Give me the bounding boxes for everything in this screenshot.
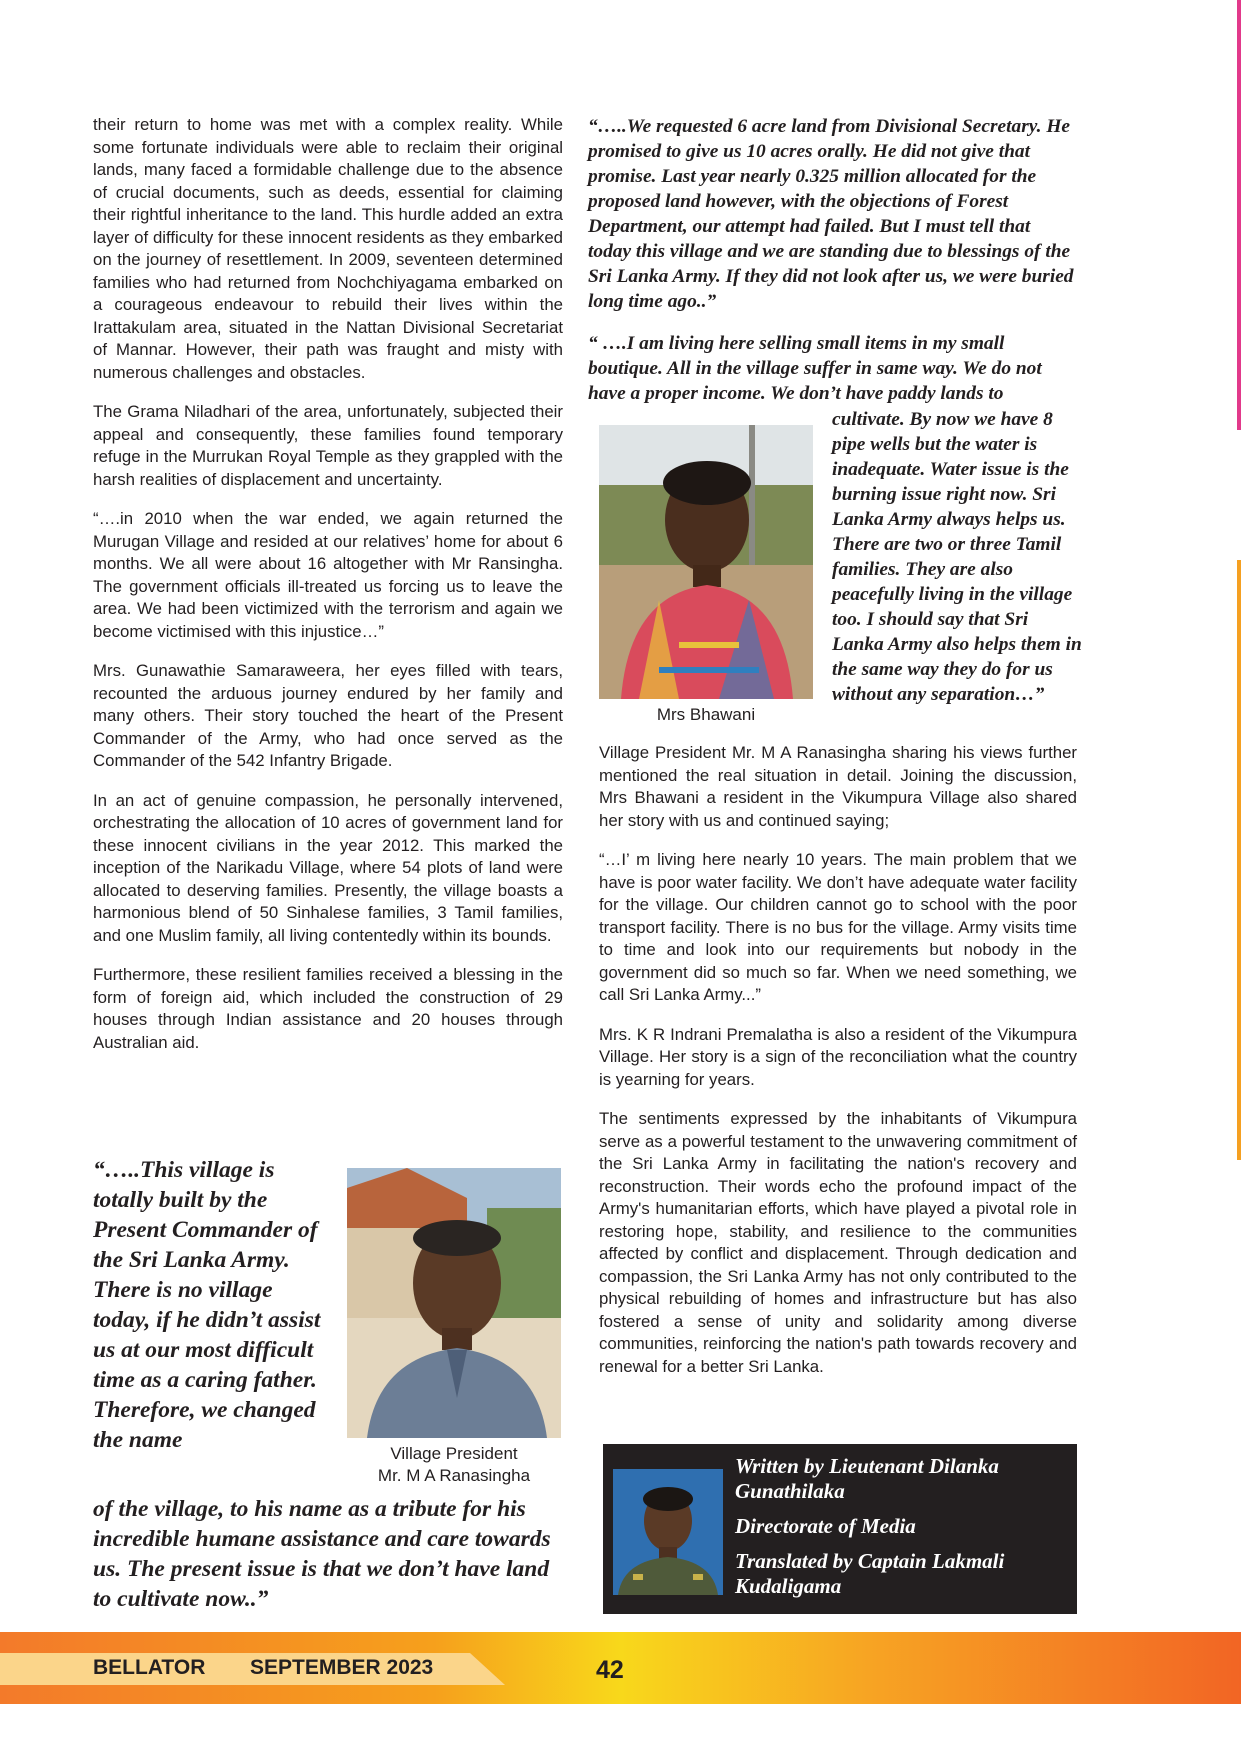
paragraph: Furthermore, these resilient families received a blessing in the form of foreign aid, which included the construction of 29 houses through Indian assistance and 20 houses through Australian aid. [93,965,563,1052]
ranasingha-caption [347,1443,561,1487]
bhawani-caption: Mrs Bhawani [656,705,756,724]
translated-by: Translated by Captain Lakmali Kudaligama [735,1549,1005,1598]
directorate: Directorate of Media [735,1514,916,1538]
paragraph: The Grama Niladhari of the area, unfortunately, subjected their appeal and consequently, these families found temporary refuge in the Murrukan Royal Temple as they grappled with the harsh realities of displacement and uncertainty. [93,402,563,489]
left-column [93,114,563,1071]
paragraph: Mrs. K R Indrani Premalatha is also a resident of the Vikumpura Village. Her story is a sign of the reconciliation what the country is yearning for years. [599,1024,1077,1089]
pull-quote: “ ….I am living here selling small items in my small boutique. All in the village suffer in same way. We do not have a proper income. We don’t have paddy lands to [588,333,1042,404]
written-by: Written by Lieutenant Dilanka Gunathilaka [735,1454,999,1503]
caption-line: Mr. M A Ranasingha [377,1466,531,1485]
page-edge-accent-lower [1237,560,1241,1160]
footer-brand: BELLATOR [93,1656,206,1679]
right-column [599,742,1077,1395]
bhawani-photo [599,425,813,699]
paragraph: their return to home was met with a complex reality. While some fortunate individuals were able to reclaim their original lands, many faced a formidable challenge due to the absence of crucial documents, such as deeds, essential for claiming their rightful inheritance to the land. This hurdle added an extra layer of difficulty for these innocent residents as they embarked on the journey of resettlement. In 2009, seventeen determined families who had returned from Nochchiyagama embarked on a courageous endeavour to rebuild their lives within the Irattakulam area, situated in the Nattan Divisional Secretariat of Mannar. However, their path was fraught and misty with numerous challenges and obstacles. [93,115,563,382]
paragraph: “…I’ m living here nearly 10 years. The main problem that we have is poor water facility. We don’t have adequate water facility for the village. Our children cannot go to school with the poor transport facility. There is no bus for the village. Army visits time to time and look into our requirements but nobody in the government did so much so far. When we need something, we call Sri Lanka Army...” [599,850,1077,1004]
author-credits [735,1454,1065,1609]
page-edge-accent [1237,0,1241,430]
caption-line: Village President [390,1444,518,1463]
right-column-quotes [588,114,1078,406]
paragraph: In an act of genuine compassion, he personally intervened, orchestrating the allocation of 10 acres of government land for these innocent civilians in the year 2012. This marked the inception of the Narikadu Village, where 54 plots of land were allocated to deserving families. Presently, the village boasts a harmonious blend of 50 Sinhalese families, 3 Tamil families, and one Muslim family, all living contentedly within its bounds. [93,790,563,945]
ranasingha-quote: “…..This village is totally built by the Present Commander of the Sri Lanka Army. There is no village today, if he didn’t assist us at our most difficult time as a caring father. Therefore, we changed the name [93,1157,321,1453]
author-photo [613,1469,723,1595]
paragraph: Mrs. Gunawathie Samaraweera, her eyes filled with tears, recounted the arduous journey endured by her family and many others. Their story touched the heart of the Present Commander of the Army, who had once served as the Commander of the 542 Infantry Brigade. [93,661,563,770]
bhawani-quote: cultivate. By now we have 8 pipe wells but the water is inadequate. Water issue is the burning issue right now. Sri Lanka Army always helps us. There are two or three Tamil families. They are also peacefully living in the village too. I should say that Sri Lanka Army also helps them in the same way they do for us without any separation…” [832,409,1082,705]
paragraph: “….in 2010 when the war ended, we again returned the Murugan Village and resided at our relatives’ home for about 6 months. We all were about 16 altogether with Mr Ransingha. The government officials ill-treated us forcing us to leave the area. We had been victimized with the terrorism and again we become victimised with this injustice…” [93,509,563,641]
ranasingha-photo [347,1168,561,1438]
footer-issue: SEPTEMBER 2023 [250,1656,434,1679]
page-number: 42 [596,1656,624,1684]
ranasingha-quote-continued: of the village, to his name as a tribute for his incredible humane assistance and care towards us. The present issue is that we don’t have land to cultivate now..” [93,1496,551,1612]
pull-quote: “…..We requested 6 acre land from Divisional Secretary. He promised to give us 10 acres orally. He did not give that promise. Last year nearly 0.325 million allocated for the proposed land however, with the objections of Forest Department, our attempt had failed. But I must tell that today this village and we are standing due to blessings of the Sri Lanka Army. If they did not look after us, we were buried long time ago..” [588,116,1074,312]
author-credit-box [603,1444,1077,1614]
paragraph: Village President Mr. M A Ranasingha sharing his views further mentioned the real situation in detail. Joining the discussion, Mrs Bhawani a resident in the Vikumpura Village also shared her story with us and continued saying; [599,743,1077,830]
paragraph: The sentiments expressed by the inhabitants of Vikumpura serve as a powerful testament to the unwavering commitment of the Sri Lanka Army in facilitating the nation's recovery and reconstruction. Their words echo the profound impact of the Army's humanitarian efforts, which have played a pivotal role in restoring hope, stability, and resilience to the communities affected by conflict and displacement. Through dedication and compassion, the Sri Lanka Army has not only contributed to the physical rebuilding of homes and infrastructure but has also fostered a sense of unity and solidarity among diverse communities, reinforcing the nation's path towards recovery and renewal for a better Sri Lanka. [599,1109,1077,1376]
